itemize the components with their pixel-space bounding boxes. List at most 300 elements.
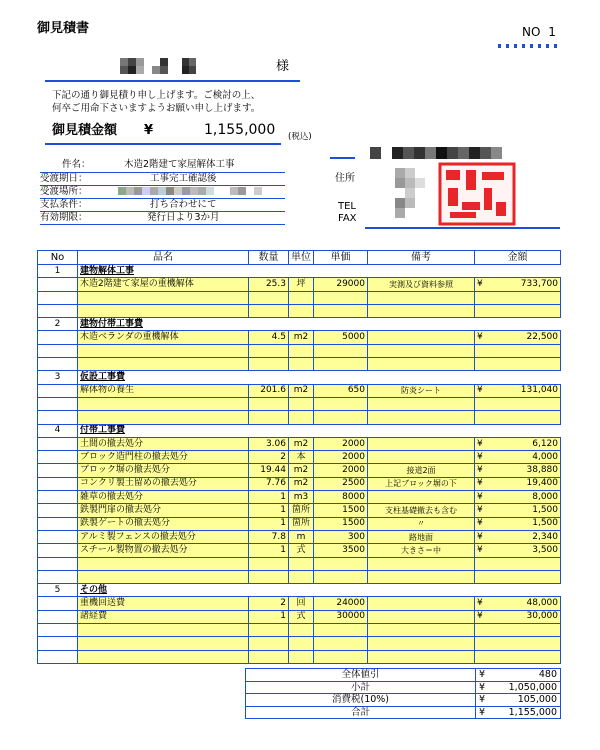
item-unit: m2 bbox=[289, 437, 314, 450]
item-unit-price: 300 bbox=[314, 530, 368, 543]
item-quantity: 3.06 bbox=[249, 437, 289, 450]
item-amount bbox=[475, 477, 561, 490]
info-label: 有効期限： bbox=[40, 212, 88, 223]
item-quantity: 19.44 bbox=[249, 464, 289, 477]
client-name-redacted-2 bbox=[182, 58, 196, 74]
item-remarks: 上記ブロック塀の下 bbox=[368, 477, 475, 490]
yen-symbol: ¥ bbox=[479, 669, 486, 681]
empty-cell bbox=[475, 570, 561, 583]
item-unit: 坪 bbox=[289, 278, 314, 291]
yen-symbol: ¥ bbox=[477, 544, 483, 555]
empty-cell bbox=[368, 637, 475, 650]
empty-cell bbox=[289, 358, 314, 371]
amount-value: 733,700 bbox=[520, 278, 558, 289]
empty-row bbox=[38, 358, 561, 371]
empty-row bbox=[38, 624, 561, 637]
item-unit-price: 2000 bbox=[314, 437, 368, 450]
table-row bbox=[38, 278, 561, 291]
info-underline bbox=[40, 224, 285, 225]
row-no-cell bbox=[38, 477, 78, 490]
yen-symbol: ¥ bbox=[477, 465, 483, 476]
item-remarks bbox=[368, 451, 475, 464]
totals-table bbox=[245, 668, 561, 719]
empty-cell bbox=[314, 304, 368, 317]
empty-row bbox=[38, 304, 561, 317]
empty-cell bbox=[314, 344, 368, 357]
section-number: 4 bbox=[38, 424, 78, 437]
company-divider bbox=[330, 157, 355, 159]
item-unit-price: 8000 bbox=[314, 491, 368, 504]
amount-value: 30,000 bbox=[526, 611, 558, 622]
section-name: 仮設工事費 bbox=[78, 371, 561, 384]
section-row bbox=[38, 265, 561, 278]
table-row bbox=[38, 477, 561, 490]
yen-symbol: ¥ bbox=[477, 518, 483, 529]
empty-row bbox=[38, 570, 561, 583]
empty-cell bbox=[78, 557, 249, 570]
empty-cell bbox=[289, 570, 314, 583]
section-row bbox=[38, 424, 561, 437]
yen-symbol: ¥ bbox=[479, 681, 486, 693]
yen-symbol: ¥ bbox=[477, 478, 483, 489]
company-underline bbox=[365, 227, 560, 229]
empty-cell bbox=[249, 291, 289, 304]
row-no-cell bbox=[38, 278, 78, 291]
total-row bbox=[246, 669, 561, 682]
empty-cell bbox=[475, 637, 561, 650]
empty-row bbox=[38, 637, 561, 650]
empty-cell bbox=[314, 397, 368, 410]
row-no-cell bbox=[38, 530, 78, 543]
total-label: 合計 bbox=[246, 706, 476, 719]
yen-symbol: ¥ bbox=[477, 385, 483, 396]
item-unit-price: 5000 bbox=[314, 331, 368, 344]
estimate-table bbox=[37, 250, 561, 664]
total-underline bbox=[45, 143, 281, 145]
section-name: 建物解体工事 bbox=[78, 265, 561, 278]
empty-cell bbox=[475, 358, 561, 371]
item-quantity: 4.5 bbox=[249, 331, 289, 344]
header-item-name: 品名 bbox=[78, 251, 249, 265]
info-label: 支払条件： bbox=[40, 199, 88, 210]
intro-line-1: 下記の通り御見積り申し上げます。ご検討の上、 bbox=[52, 90, 261, 101]
item-unit-price: 650 bbox=[314, 384, 368, 397]
empty-cell bbox=[368, 291, 475, 304]
item-remarks bbox=[368, 597, 475, 610]
total-value: 1,155,000 bbox=[508, 706, 557, 718]
item-name: コンクリ製土留めの撤去処分 bbox=[78, 477, 249, 490]
client-honorific: 様 bbox=[276, 59, 290, 74]
table-row bbox=[38, 384, 561, 397]
info-value: 工事完工確認後 bbox=[150, 173, 217, 184]
item-name: ブロック造門柱の撤去処分 bbox=[78, 451, 249, 464]
item-name: 諸経費 bbox=[78, 610, 249, 623]
item-quantity: 1 bbox=[249, 544, 289, 557]
empty-cell bbox=[249, 304, 289, 317]
total-amount bbox=[476, 669, 561, 682]
empty-cell bbox=[314, 570, 368, 583]
row-no-cell bbox=[38, 544, 78, 557]
total-amount bbox=[476, 681, 561, 694]
item-unit-price: 3500 bbox=[314, 544, 368, 557]
delivery-place-redacted bbox=[118, 187, 262, 195]
empty-cell bbox=[38, 397, 78, 410]
item-unit: 式 bbox=[289, 544, 314, 557]
empty-cell bbox=[78, 650, 249, 663]
header-quantity: 数量 bbox=[249, 251, 289, 265]
total-label: 全体値引 bbox=[246, 669, 476, 682]
empty-cell bbox=[38, 650, 78, 663]
info-label: 受渡期日： bbox=[40, 173, 88, 184]
empty-row bbox=[38, 650, 561, 663]
row-no-cell bbox=[38, 491, 78, 504]
row-no-cell bbox=[38, 517, 78, 530]
document-number-label bbox=[522, 26, 556, 38]
total-value: 1,050,000 bbox=[508, 681, 557, 693]
yen-symbol: ¥ bbox=[477, 438, 483, 449]
item-quantity: 25.3 bbox=[249, 278, 289, 291]
yen-symbol: ¥ bbox=[477, 278, 483, 289]
empty-cell bbox=[368, 397, 475, 410]
item-amount bbox=[475, 464, 561, 477]
empty-cell bbox=[289, 650, 314, 663]
empty-cell bbox=[314, 637, 368, 650]
row-no-cell bbox=[38, 331, 78, 344]
total-value: 480 bbox=[538, 669, 557, 681]
empty-cell bbox=[38, 344, 78, 357]
item-unit: m2 bbox=[289, 477, 314, 490]
item-unit: m2 bbox=[289, 384, 314, 397]
item-remarks: 防炎シート bbox=[368, 384, 475, 397]
item-unit: m2 bbox=[289, 331, 314, 344]
empty-cell bbox=[314, 358, 368, 371]
company-address-redacted bbox=[395, 168, 435, 218]
item-quantity: 7.8 bbox=[249, 530, 289, 543]
client-name-redacted bbox=[120, 58, 168, 74]
company-name-redacted bbox=[370, 147, 502, 159]
item-amount bbox=[475, 384, 561, 397]
item-name: スチール製物置の撤去処分 bbox=[78, 544, 249, 557]
amount-value: 19,400 bbox=[526, 478, 558, 489]
item-quantity: 7.76 bbox=[249, 477, 289, 490]
item-unit: 式 bbox=[289, 610, 314, 623]
empty-cell bbox=[368, 557, 475, 570]
info-label: 件名： bbox=[62, 159, 91, 170]
info-value: 打ち合わせにて bbox=[150, 199, 217, 210]
yen-symbol: ¥ bbox=[477, 531, 483, 542]
row-no-cell bbox=[38, 610, 78, 623]
item-amount bbox=[475, 278, 561, 291]
section-row bbox=[38, 318, 561, 331]
item-unit: 回 bbox=[289, 597, 314, 610]
item-amount bbox=[475, 491, 561, 504]
item-amount bbox=[475, 331, 561, 344]
empty-cell bbox=[38, 637, 78, 650]
row-no-cell bbox=[38, 464, 78, 477]
total-label: 御見積金額 bbox=[52, 123, 118, 138]
amount-value: 1,500 bbox=[532, 504, 558, 515]
empty-cell bbox=[368, 570, 475, 583]
item-name: 雑草の撤去処分 bbox=[78, 491, 249, 504]
item-name: 木造ベランダの重機解体 bbox=[78, 331, 249, 344]
item-unit: 箇所 bbox=[289, 517, 314, 530]
item-name: 土間の撤去処分 bbox=[78, 437, 249, 450]
fax-label: FAX bbox=[338, 213, 357, 224]
yen-symbol: ¥ bbox=[477, 332, 483, 343]
client-underline bbox=[45, 80, 300, 82]
item-quantity: 1 bbox=[249, 491, 289, 504]
header-unit-price: 単価 bbox=[314, 251, 368, 265]
yen-symbol: ¥ bbox=[477, 491, 483, 502]
empty-cell bbox=[314, 291, 368, 304]
empty-row bbox=[38, 411, 561, 424]
empty-cell bbox=[368, 411, 475, 424]
amount-value: 48,000 bbox=[526, 598, 558, 609]
row-no-cell bbox=[38, 451, 78, 464]
item-unit-price: 24000 bbox=[314, 597, 368, 610]
address-label: 住所 bbox=[335, 173, 355, 184]
table-row bbox=[38, 451, 561, 464]
total-row bbox=[246, 681, 561, 694]
empty-row bbox=[38, 344, 561, 357]
item-name: 解体物の養生 bbox=[78, 384, 249, 397]
empty-cell bbox=[38, 557, 78, 570]
row-no-cell bbox=[38, 384, 78, 397]
empty-cell bbox=[475, 397, 561, 410]
item-unit-price: 2000 bbox=[314, 451, 368, 464]
empty-cell bbox=[475, 344, 561, 357]
item-amount bbox=[475, 530, 561, 543]
item-remarks: 支柱基礎撤去も含む bbox=[368, 504, 475, 517]
number-dots bbox=[498, 44, 558, 48]
total-amount bbox=[476, 706, 561, 719]
item-unit-price: 2500 bbox=[314, 477, 368, 490]
table-row bbox=[38, 610, 561, 623]
item-unit-price: 30000 bbox=[314, 610, 368, 623]
table-row bbox=[38, 331, 561, 344]
document-title: 御見積書 bbox=[37, 21, 90, 36]
section-number: 1 bbox=[38, 265, 78, 278]
table-row bbox=[38, 597, 561, 610]
empty-cell bbox=[289, 397, 314, 410]
empty-cell bbox=[38, 304, 78, 317]
yen-symbol: ¥ bbox=[477, 611, 483, 622]
empty-cell bbox=[38, 411, 78, 424]
table-row bbox=[38, 491, 561, 504]
empty-cell bbox=[78, 291, 249, 304]
total-label: 小計 bbox=[246, 681, 476, 694]
empty-cell bbox=[289, 304, 314, 317]
item-name: 鉄製門扉の撤去処分 bbox=[78, 504, 249, 517]
empty-row bbox=[38, 557, 561, 570]
info-value: 発行日より3か月 bbox=[147, 212, 220, 223]
item-unit: m2 bbox=[289, 464, 314, 477]
empty-cell bbox=[249, 344, 289, 357]
empty-cell bbox=[78, 624, 249, 637]
item-remarks: 実測及び資料参照 bbox=[368, 278, 475, 291]
item-quantity: 1 bbox=[249, 610, 289, 623]
item-remarks bbox=[368, 491, 475, 504]
empty-cell bbox=[78, 637, 249, 650]
amount-value: 2,340 bbox=[532, 531, 558, 542]
section-number: 3 bbox=[38, 371, 78, 384]
item-remarks: 接道2面 bbox=[368, 464, 475, 477]
empty-cell bbox=[249, 650, 289, 663]
row-no-cell bbox=[38, 597, 78, 610]
tax-note: (税込) bbox=[288, 132, 312, 142]
company-seal-icon bbox=[438, 162, 516, 226]
empty-cell bbox=[249, 570, 289, 583]
no-label: NO bbox=[522, 25, 541, 39]
empty-cell bbox=[368, 358, 475, 371]
empty-cell bbox=[368, 624, 475, 637]
row-no-cell bbox=[38, 504, 78, 517]
yen-symbol: ¥ bbox=[479, 694, 486, 706]
section-row bbox=[38, 371, 561, 384]
empty-cell bbox=[78, 570, 249, 583]
intro-line-2: 何卒ご用命下さいますようお願い申し上げます。 bbox=[52, 103, 261, 114]
item-quantity: 2 bbox=[249, 597, 289, 610]
info-label: 受渡場所： bbox=[40, 186, 88, 197]
amount-value: 131,040 bbox=[520, 385, 558, 396]
empty-cell bbox=[78, 358, 249, 371]
item-quantity: 201.6 bbox=[249, 384, 289, 397]
item-amount bbox=[475, 517, 561, 530]
item-amount bbox=[475, 504, 561, 517]
item-quantity: 1 bbox=[249, 517, 289, 530]
item-unit-price: 29000 bbox=[314, 278, 368, 291]
empty-cell bbox=[38, 291, 78, 304]
item-remarks: 大きさ＝中 bbox=[368, 544, 475, 557]
yen-symbol: ¥ bbox=[477, 598, 483, 609]
tel-label: TEL bbox=[338, 201, 356, 212]
item-remarks: 路地面 bbox=[368, 530, 475, 543]
empty-cell bbox=[475, 557, 561, 570]
empty-row bbox=[38, 291, 561, 304]
yen-symbol: ¥ bbox=[477, 504, 483, 515]
empty-cell bbox=[314, 557, 368, 570]
header-remarks: 備考 bbox=[368, 251, 475, 265]
item-name: 木造2階建て家屋の重機解体 bbox=[78, 278, 249, 291]
item-remarks: 〃 bbox=[368, 517, 475, 530]
item-name: アルミ製フェンスの撤去処分 bbox=[78, 530, 249, 543]
section-name: その他 bbox=[78, 584, 561, 597]
empty-cell bbox=[475, 624, 561, 637]
header-unit: 単位 bbox=[289, 251, 314, 265]
empty-cell bbox=[368, 650, 475, 663]
empty-cell bbox=[78, 344, 249, 357]
table-row bbox=[38, 504, 561, 517]
empty-row bbox=[38, 397, 561, 410]
item-remarks bbox=[368, 610, 475, 623]
section-number: 2 bbox=[38, 318, 78, 331]
info-value: 木造2階建て家屋解体工事 bbox=[124, 159, 235, 170]
section-name: 付帯工事費 bbox=[78, 424, 561, 437]
empty-cell bbox=[289, 624, 314, 637]
amount-value: 4,000 bbox=[532, 451, 558, 462]
total-row bbox=[246, 694, 561, 707]
empty-cell bbox=[249, 637, 289, 650]
empty-cell bbox=[475, 291, 561, 304]
empty-cell bbox=[314, 411, 368, 424]
empty-cell bbox=[475, 411, 561, 424]
amount-value: 38,880 bbox=[526, 465, 558, 476]
total-yen: ¥ bbox=[144, 123, 154, 138]
amount-value: 8,000 bbox=[532, 491, 558, 502]
empty-cell bbox=[475, 304, 561, 317]
total-value: 105,000 bbox=[517, 694, 557, 706]
empty-cell bbox=[249, 624, 289, 637]
empty-cell bbox=[289, 411, 314, 424]
section-name: 建物付帯工事費 bbox=[78, 318, 561, 331]
empty-cell bbox=[38, 358, 78, 371]
item-unit-price: 1500 bbox=[314, 504, 368, 517]
item-unit-price: 1500 bbox=[314, 517, 368, 530]
amount-value: 22,500 bbox=[526, 332, 558, 343]
empty-cell bbox=[368, 344, 475, 357]
item-remarks bbox=[368, 331, 475, 344]
yen-symbol: ¥ bbox=[479, 706, 486, 718]
empty-cell bbox=[475, 650, 561, 663]
empty-cell bbox=[289, 291, 314, 304]
table-row bbox=[38, 464, 561, 477]
table-header-row bbox=[38, 251, 561, 265]
item-amount bbox=[475, 610, 561, 623]
empty-cell bbox=[314, 650, 368, 663]
item-amount bbox=[475, 437, 561, 450]
item-amount bbox=[475, 597, 561, 610]
empty-cell bbox=[289, 344, 314, 357]
table-row bbox=[38, 530, 561, 543]
empty-cell bbox=[38, 570, 78, 583]
table-row bbox=[38, 544, 561, 557]
empty-cell bbox=[249, 557, 289, 570]
item-name: 鉄製ゲートの撤去処分 bbox=[78, 517, 249, 530]
empty-cell bbox=[289, 557, 314, 570]
empty-cell bbox=[78, 397, 249, 410]
item-remarks bbox=[368, 437, 475, 450]
empty-cell bbox=[38, 624, 78, 637]
header-no: No bbox=[38, 251, 78, 265]
amount-value: 6,120 bbox=[532, 438, 558, 449]
total-label: 消費税(10%) bbox=[246, 694, 476, 707]
item-unit: m bbox=[289, 530, 314, 543]
item-unit: 本 bbox=[289, 451, 314, 464]
section-number: 5 bbox=[38, 584, 78, 597]
empty-cell bbox=[289, 637, 314, 650]
item-quantity: 2 bbox=[249, 451, 289, 464]
empty-cell bbox=[314, 624, 368, 637]
item-name: ブロック塀の撤去処分 bbox=[78, 464, 249, 477]
table-row bbox=[38, 437, 561, 450]
total-row bbox=[246, 706, 561, 719]
section-row bbox=[38, 584, 561, 597]
item-quantity: 1 bbox=[249, 504, 289, 517]
item-name: 重機回送費 bbox=[78, 597, 249, 610]
header-amount: 金額 bbox=[475, 251, 561, 265]
amount-value: 1,500 bbox=[532, 518, 558, 529]
item-amount bbox=[475, 451, 561, 464]
item-unit: m3 bbox=[289, 491, 314, 504]
row-no-cell bbox=[38, 437, 78, 450]
item-amount bbox=[475, 544, 561, 557]
no-value: 1 bbox=[548, 25, 556, 39]
empty-cell bbox=[249, 411, 289, 424]
total-amount bbox=[476, 694, 561, 707]
empty-cell bbox=[249, 397, 289, 410]
table-row bbox=[38, 517, 561, 530]
empty-cell bbox=[368, 304, 475, 317]
